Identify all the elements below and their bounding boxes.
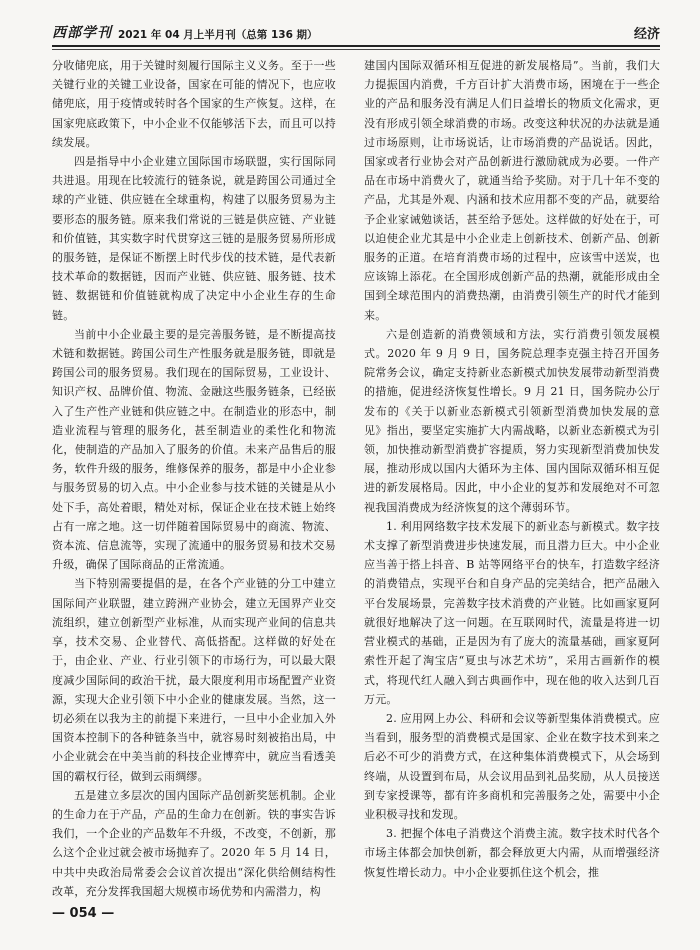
left-column-paragraph: 分收储兜底，用于关键时刻履行国际主义义务。至于一些关键行业的关键工业设备，国家在可能的情况下，也应收储兜底，用于疫情或转时各个国家的生产恢复。这样，在国家兜底政策下，中小企业不仅能够活下去，而且可以持续发展。 <box>52 59 336 149</box>
left-column-paragraph: 五是建立多层次的国内国际产品创新奖惩机制。企业的生命力在于产品，产品的生命力在创新。铁的事实告诉我们，一个企业的产品数年不升级，不改变，不创新，那么这个企业过就会被市场抛弃了。2020 年 5 月 14 日，中共中央政治局常委会会议首次提出“深化供给侧结构性改革，充分发挥我国超大规模市场优势和内需潜力，构 <box>52 788 336 898</box>
right-column-paragraph: 建国内国际双循环相互促进的新发展格局”。当前，我们大力提振国内消费，千方百计扩大消费市场，困境在于一些企业的产品和服务没有满足人们日益增长的物质文化需求，更没有形成引领全球消费的市场。改变这种状况的办法就是通过市场原则，让市场说话，让市场消费的产品说话。因此，国家或者行业协会对产品创新进行激励就成为必要。一件产品在市场中消费火了，就通当给予奖励。对于几十年不变的产品，尤其是外观、内涵和技术应用都不变的产品，就要给予企业家诫勉谈话，甚至给予惩处。这样做的好处在于，可以迫使企业尤其是中小企业走上创新技术、创新产品、创新服务的正道。在培育消费市场的过程中，应该雪中送炭，也应该锦上添花。在全国形成创新产品的热潮，就能形成由全国到全球范围内的消费热潮，由消费引领生产的时代才能到来。 <box>364 59 660 322</box>
journal-logo: 西部学刊 <box>52 25 112 41</box>
right-column-paragraph: 1. 利用网络数字技术发展下的新业态与新模式。数字技术支撑了新型消费进步快速发展，而且潜力巨大。中小企业应当善于搭上抖音、B 站等网络平台的快车，打造数字经济的消费错点，实现平台和自身产品的完美结合，把产品融入平台发展场景，完善数字技术消费的产业链。比如画家夏阿就很好地解决了这一问题。在互联网时代，流量是将进一切营业模式的基础，正是因为有了庞大的流量基础，画家夏阿索性开起了淘宝店“夏虫与冰艺术坊”，采用古画新作的模式，将现代红人融入到古典画作中，现在他的收入达到几百万元。 <box>364 519 660 706</box>
left-column-paragraph: 当前中小企业最主要的是完善服务链，是不断提高技术链和数据链。跨国公司生产性服务就是服务链，即就是跨国公司的服务贸易。我们现在的国际贸易，工业设计、知识产权、品牌价值、物流、金融这些服务链条，已经嵌入了生产性产业链和供应链之中。在制造业的形态中，制造业流程与管理的服务化，甚至制造业的柔性化和物流化，使制造的产品加入了服务的价值。未来产品售后的服务，软件升级的服务，维修保养的服务，都是中小企业参与服务贸易的切入点。中小企业参与技术链的关键是从小处下手，高处着眼，精处对标，保证企业在技术链上始终占有一席之地。这一切伴随着国际贸易中的商流、物流、资本流、信息流等，实现了流通中的服务贸易和技术交易升级，确保了国际商品的正常流通。 <box>52 327 336 572</box>
header-rule-thin <box>52 49 660 50</box>
left-column <box>52 56 336 901</box>
section-title: 经济 <box>633 27 660 42</box>
header-rule <box>52 45 660 47</box>
right-column-paragraph: 3. 把握个体电子消费这个消费主流。数字技术时代各个市场主体都会加快创新，都会释放更大内需，从而增强经济恢复性增长动力。中小企业要抓住这个机会，推 <box>364 827 660 879</box>
left-column-paragraph: 四是指导中小企业建立国际国市场联盟，实行国际同共进退。用现在比较流行的链条说，就是跨国公司通过全球的产业链、供应链在全球重构，构建了以服务贸易为主要形态的服务链。原来我们常说的三链是供应链、产业链和价值链，其实数字时代贯穿这三链的是服务贸易所形成的服务链，是保证不断摆上时代步伐的技术链，是代表新技术革命的数据链，因而产业链、供应链、服务链、技术链、数据链和价值链就构成了决定中小企业生存的生命链。 <box>52 155 336 322</box>
page-number: — 054 — <box>52 906 115 921</box>
issue-info: 2021 年 04 月上半月刊（总第 136 期） <box>118 29 318 41</box>
right-column-paragraph: 2. 应用网上办公、科研和会议等新型集体消费模式。应当看到，服务型的消费模式是国家、企业在数字技术到来之后必不可少的消费方式，在这种集体消费模式下，从会场到终端，从设置到布局，从会议用品到礼品奖励，从人员接送到专家授课等，都有许多商机和完善服务之处，需要中小企业积极寻找和发现。 <box>364 711 660 821</box>
right-column <box>364 56 660 882</box>
page-header <box>52 20 660 42</box>
right-column-paragraph: 六是创造新的消费领域和方法，实行消费引领发展模式。2020 年 9 月 9 日，国务院总理李克强主持召开国务院常务会议，确定支持新业态新模式加快发展带动新型消费的措施，促进经济恢复性增长。9 月 21 日，国务院办公厅发布的《关于以新业态新模式引领新型消费加快发展的意见》指出，要坚定实施扩大内需战略，以新业态新模式为引领，加快推动新型消费扩容提质，努力实现新型消费加快发展，推动形成以国内大循环为主体、国内国际双循环相互促进的新发展格局。因此，中小企业的复苏和发展绝对不可忽视我国消费成为经济恢复的这个薄弱环节。 <box>364 327 660 514</box>
left-column-paragraph: 当下特别需要提倡的是，在各个产业链的分工中建立国际间产业联盟，建立跨洲产业协会，建立无国界产业交流组织，建立创新型产业标准，从而实现产业间的信息共享，技术交易、企业替代、高低搭配。这样做的好处在于，由企业、产业、行业引领下的市场行为，可以最大限度减少国际间的政治干扰，最大限度利用市场配置产业资源，实现大企业引领下中小企业的健康发展。当然，这一切必须在以我为主的前提下来进行，一旦中小企业加入外国资本控制下的各种链条当中，就容易时刻被掐出局，中小企业就会在中美当前的科技企业博弈中，就应当看透美国的霸权行径，做到云雨绸缪。 <box>52 577 336 783</box>
